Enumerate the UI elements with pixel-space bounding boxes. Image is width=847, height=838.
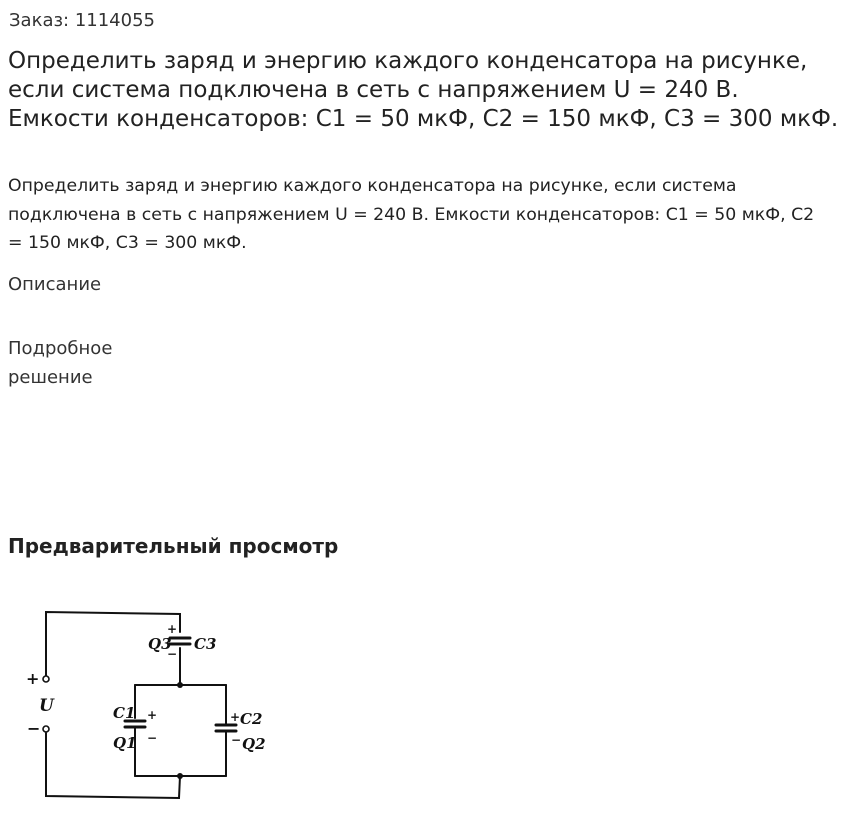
c1-minus-sign: − [147,731,158,745]
c3-label: C3 [194,635,217,653]
terminal-plus [43,676,49,682]
detailed-solution-label: Подробное решение [8,338,113,388]
c2-plus-sign: + [230,710,241,724]
task-text: Определить заряд и энергию каждого конденсатора на рисунке, если система подключена в сеть с напряжением U = 240 В. Емкости конденсаторов: С1 = 50 мкФ, С2 = 150 мкФ, С3 = 300 мкФ. [8,176,815,253]
preview-heading: Предварительный просмотр [8,534,339,558]
page-title: Определить заряд и энергию каждого конденсатора на рисунке, если система подключена в сеть с напряжением U = 240 В. Емкости конденсаторов: С1 = 50 мкФ, С2 = 150 мкФ, С3 = 300 мкФ. [8,48,839,132]
c1-plus-sign: + [147,708,158,722]
c2-label: C2 [240,710,263,728]
voltage-label: U [39,696,54,716]
q2-label: Q2 [242,735,266,753]
q3-label: Q3 [148,635,172,653]
c3-minus-sign: − [167,647,178,661]
c1-label: C1 [113,704,136,722]
description-label: Описание [8,274,102,295]
junctions [177,682,183,779]
c3-plus-sign: + [167,622,178,636]
q1-label: Q1 [113,734,137,752]
c2-minus-sign: − [231,733,242,747]
junction-top [177,682,183,688]
junction-bottom [177,773,183,779]
terminal-plus-sign: + [26,669,40,688]
terminal-minus-sign: − [27,719,41,738]
order-number: Заказ: 1114055 [9,10,155,31]
terminal-minus [43,726,49,732]
circuit-diagram [10,598,280,808]
